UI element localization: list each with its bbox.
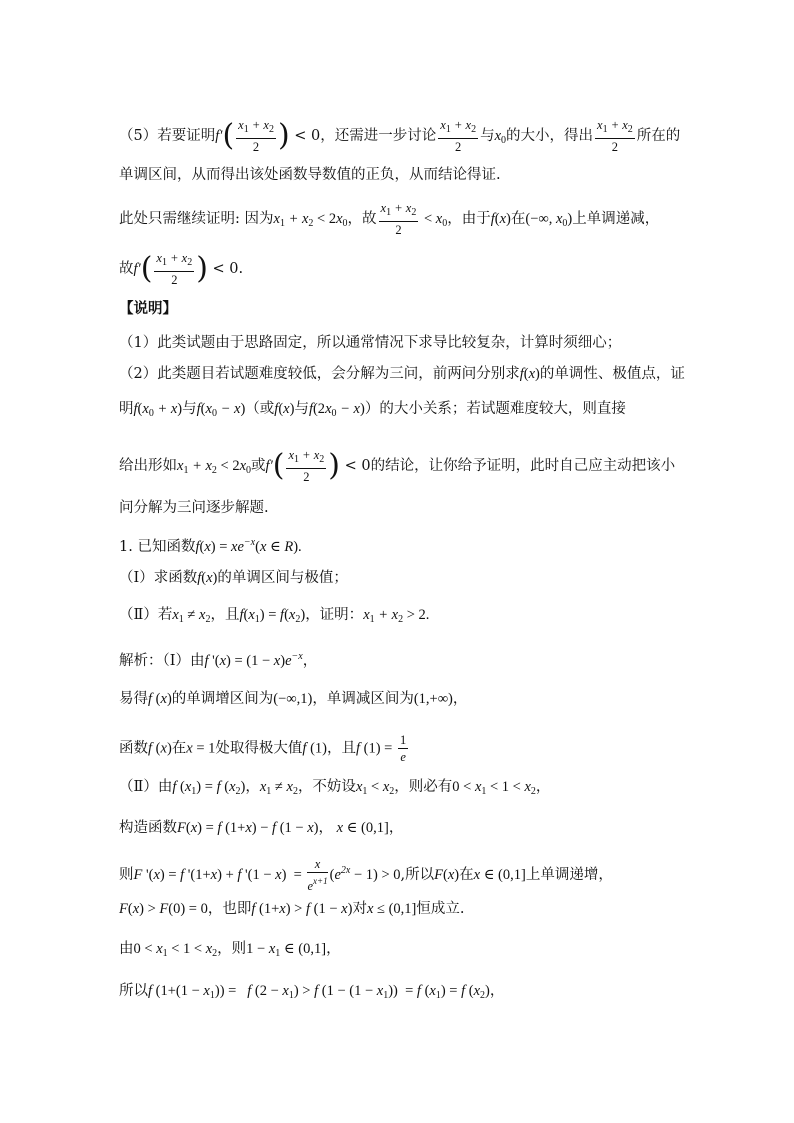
text-segment: 故 [119,261,134,277]
text-segment: 恒成立. [416,901,465,917]
text-segment: （5）若要证明 [119,128,216,144]
text-segment: 明 [119,401,134,417]
text-segment: 给出形如 [119,458,177,474]
text-segment: ，则必有 [394,779,453,795]
text-segment: ，也即 [207,901,252,917]
solution-line-9: 所以f $(1+(1 - x_1)) = f$ $(2 - x_1) > f$ $(1 - (1 - x_1)) = f$ $(x_1) = f$ $(x_2)$， [119,983,505,1001]
text-segment: ，证明： [305,607,364,623]
text-segment: ）的大小关系；若试题难度较大，则直接 [364,401,626,417]
note-line-3: 明$f(x_0 + x)$与$f(x_0 - x)$（或f(x)与$f(2x_0 - x)$）的大小关系；若试题难度较大，则直接 [119,401,626,419]
solution-line-4: （Ⅱ）由f $(x_1) = f$ $(x_2)$，$x_1 \ne x_2$，不妨设$x_1 < x_2$，则必有$0 < x_1 < 1 < x_2$， [119,779,551,797]
text-segment: 与 [294,401,309,417]
text-segment: 的结论，让你给予证明，此时自己应主动把该小 [370,458,676,474]
text-segment: ，则 [217,941,247,957]
solution-line-7: F(x) > F(0) = 0，也即f (1+x) > f (1 − x)对x ≤ (0,1]恒成立. [119,901,465,917]
text-segment: 对 [352,901,367,917]
text-segment: （Ⅱ）若 [119,607,173,623]
text-segment: 此处只需继续证明: 因为 [119,211,274,227]
text-segment: ,所以 [400,867,435,883]
text-segment: 在 [459,867,474,883]
text-segment: 在 [510,211,526,227]
note-line-2: （2）此类题目若试题难度较低，会分解为三问，前两问分别求f(x)的单调性、极值点，证 [119,366,685,382]
text-segment: ，单调减区间为 [312,691,414,707]
text-segment: 上单调递增， [525,867,613,883]
text-segment: 与 [182,401,197,417]
text-segment: 1. 已知函数 [119,539,196,555]
text-line-3: 此处只需继续证明: 因为$x_1 + x_2 < 2x_0$，故 $\frac{x_1 + x_2}{2}$ < $x_0$，由于f(x)在(−∞, $x_0$)上单调递减， [119,201,660,237]
text-segment: 在 [171,740,187,757]
solution-line-6: 则F '(x) = f '(1+x) + f '(1 − x) = $\frac{x}{e^{x+1}}$ $(e^{2x} - 1) > 0$,所以F(x)在x ∈ (0,1]上单调递增， [119,857,613,893]
note-line-1: （1）此类试题由于思路固定，所以通常情况下求导比较复杂，计算时须细心； [119,335,622,351]
solution-line-2: 易得f (x)的单调增区间为(−∞,1)，单调减区间为(1,+∞)， [119,691,468,707]
text-segment: 的单调区间与极值； [217,570,348,586]
section-heading: 【说明】 [119,300,177,317]
text-segment: ，不妨设 [297,779,356,795]
text-segment: 所以 [119,983,148,999]
note-line-4: 给出形如$x_1 + x_2 < 2x_0$或f′( $\frac{x_1 + x_2}{2}$ ) < 0的结论，让你给予证明，此时自己应主动把该小 [119,448,676,484]
solution-line-8: 由$0 < x_1 < 1 < x_2$，则$1 - x_1$ ∈ (0,1]， [119,941,341,959]
problem-line-2: （Ⅰ）求函数f(x)的单调区间与极值； [119,570,348,586]
text-segment: 或 [251,458,266,474]
text-segment: 的单调增区间为 [171,691,274,707]
text-segment: （Ⅰ）求函数 [119,570,198,586]
text-segment: 与 [480,128,495,144]
text-segment: 则 [119,867,134,883]
solution-line-5: 构造函数F(x) = f (1+x) − f (1 − x)， x ∈ (0,1]， [119,820,404,836]
text-line-2: 单调区间，从而得出该处函数导数值的正负，从而结论得证. [119,167,501,183]
text-segment: 所在的 [636,128,681,144]
text-segment: （或 [245,401,275,417]
text-segment: 构造函数 [119,820,177,836]
note-line-5: 问分解为三问逐步解题. [119,500,269,516]
text-segment: ，且 [326,740,356,757]
text-segment: 易得 [119,691,148,707]
text-segment: ，故 [347,211,377,227]
text-segment: 的单调性、极值点，证 [539,366,685,382]
text-segment: ，且 [210,607,240,623]
text-segment: （2）此类题目若试题难度较低，会分解为三问，前两问分别求 [119,366,520,382]
text-segment: ， [245,779,260,795]
text-segment: 函数 [119,740,148,757]
text-segment: 由 [119,941,134,957]
text-line-4: 故f′( $\frac{x_1 + x_2}{2}$ ) < 0. [119,251,244,287]
text-segment: 上单调递减， [572,211,660,227]
problem-line-1: 1. 已知函数$f(x) = xe^{-x}(x$ ∈ R). [119,537,302,555]
text-segment: 的大小，得出 [506,128,593,144]
solution-line-3: 函数f (x)在x = 1处取得极大值f (1)，且f (1) = $\frac{1}{e}$ [119,733,407,764]
text-segment: ，由于 [447,211,491,227]
problem-line-3: （Ⅱ）若$x_1 \ne x_2$，且$f(x_1) = f(x_2)$，证明：$x_1 + x_2 > 2$. [119,607,430,625]
text-segment: ，还需进一步讨论 [320,128,437,144]
solution-line-1: 解析：（Ⅰ）由f '$(x) = (1 - x)e^{-x}$， [119,651,318,669]
text-segment: 解析：（Ⅰ）由 [119,653,205,669]
text-segment: 处取得极大值 [215,740,303,757]
text-line-1: （5）若要证明f′( $\frac{x_1 + x_2}{2}$ ) < 0，还需进一步讨论 $\frac{x_1 + x_2}{2}$ 与$x_0$的大小，得出 $\frac{x_1 + x_2}{2}$ 所在的 [119,118,681,154]
text-segment: （Ⅱ）由 [119,779,173,795]
